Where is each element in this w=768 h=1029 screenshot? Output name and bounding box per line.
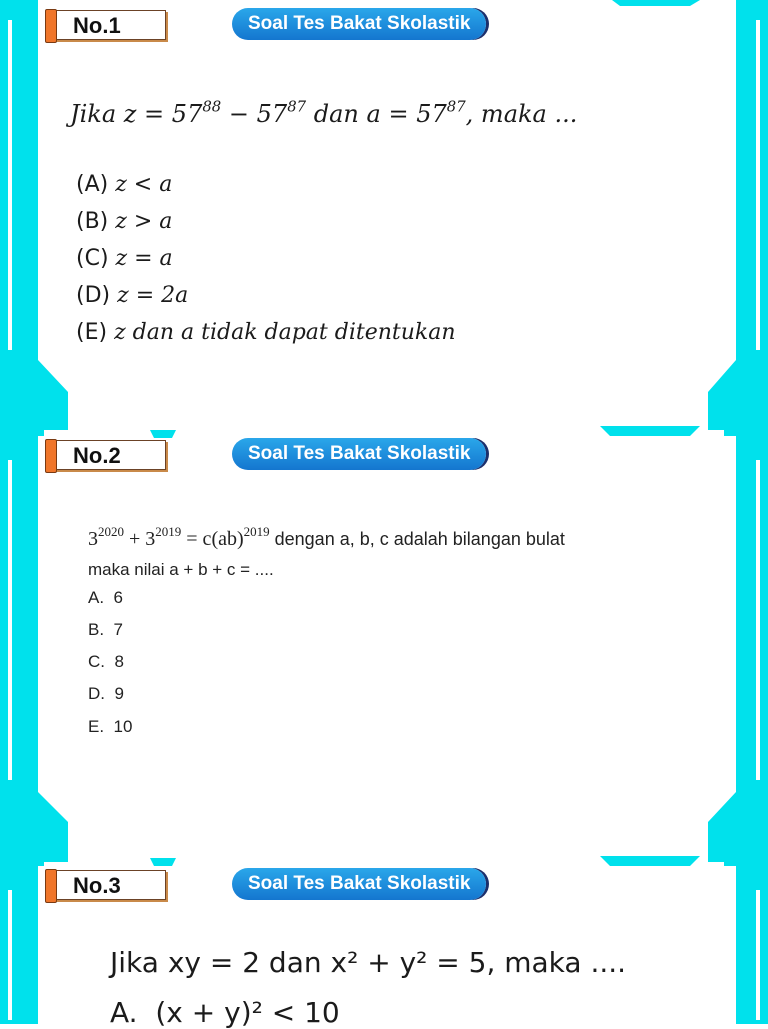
- option-d[interactable]: D. 9: [88, 684, 124, 703]
- question-number: No.1: [73, 13, 121, 38]
- question-text-line-2: maka nilai a + b + c = ....: [88, 560, 274, 579]
- option-e[interactable]: (E) z dan a tidak dapat ditentukan: [76, 320, 456, 345]
- question-number-badge: [48, 440, 166, 470]
- option-a[interactable]: A. 6: [88, 588, 123, 607]
- badge-tab-decoration: [45, 9, 57, 43]
- category-pill: Soal Tes Bakat Skolastik: [232, 8, 486, 40]
- option-c[interactable]: C. 8: [88, 652, 124, 671]
- option-b[interactable]: B. 7: [88, 620, 123, 639]
- question-text-line-1: $3^{2020} + 3^{2019} = c(ab)^{2019}$ dengan a, b, c adalah bilangan bulat: [88, 523, 565, 550]
- question-text: Jika xy = 2 dan x² + y² = 5, maka ....: [110, 946, 627, 979]
- option-d[interactable]: (D) z = 2a: [76, 283, 189, 308]
- question-card-2: [44, 430, 724, 860]
- option-c[interactable]: (C) z = a: [76, 246, 173, 271]
- question-number: No.2: [73, 443, 121, 468]
- option-a[interactable]: A. (x + y)² < 10: [110, 996, 340, 1029]
- badge-tab-decoration: [45, 439, 57, 473]
- option-a[interactable]: (A) z < a: [76, 172, 173, 197]
- option-e[interactable]: E. 10: [88, 717, 133, 736]
- question-text: Jika $z = 57^{88} - 57^{87}$ dan $a = 57^{87}$, maka ...: [70, 97, 578, 128]
- option-b[interactable]: (B) z > a: [76, 209, 173, 234]
- badge-tab-decoration: [45, 869, 57, 903]
- question-number: No.3: [73, 873, 121, 898]
- question-number-badge: [48, 10, 166, 40]
- question-number-badge: [48, 870, 166, 900]
- category-pill: Soal Tes Bakat Skolastik: [232, 868, 486, 900]
- category-pill: Soal Tes Bakat Skolastik: [232, 438, 486, 470]
